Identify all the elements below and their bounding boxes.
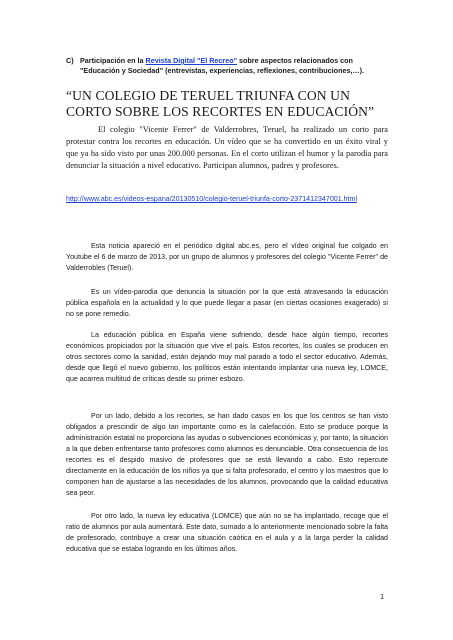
article-headline: “UN COLEGIO DE TERUEL TRIUNFA CON UN CORTO SOBRE LOS RECORTES EN EDUCACIÓN”: [66, 88, 375, 119]
revista-link[interactable]: Revista Digital "El Recreo": [145, 56, 238, 65]
section-letter: C): [66, 56, 74, 65]
body-paragraph-1: Esta noticia apareció en el periódico digital abc.es, pero el vídeo original fue colgado en Youtube el 6 de marzo de 2013, por un grupo de alumnos y profesores del colegio "Vicente Ferrer" de Valderrobles (Teruel).: [66, 242, 388, 272]
body-paragraph-2: Es un vídeo-parodia que denuncia la situación por la que está atravesando la educación pública española en la actualidad y lo que puede llegar a pasar (en ciertas ocasiones exagerado) si no se pone remedio.: [66, 288, 388, 318]
article-lead: El colegio "Vicente Ferrer" de Valderrobres, Teruel, ha realizado un corto para protestar contra los recortes en educación. Un vídeo que se ha convertido en un éxito viral y que ya ha sido visto por unas 200.000 personas. En el corto utilizan el humor y la parodia para denunciar la situación a nivel educativo. Participan alumnos, padres y profesores.: [66, 125, 388, 170]
body-paragraph-3: La educación pública en España viene sufriendo, desde hace algún tiempo, recortes económicos propiciados por la situación que vive el país. Estos recortes, los cuales se producen en otros sectores como la sanidad, están dejando muy mal parado a todo el sector educativo. Además, desde que llegó el nuevo gobierno, los políticos están intentando implantar una nueva ley, LOMCE, que acarrea multitud de críticas desde su primer esbozo.: [66, 331, 388, 383]
intro-prefix: Participación en la: [80, 56, 146, 65]
page-number: 1: [380, 592, 385, 601]
body-paragraph-4: Por un lado, debido a los recortes, se han dado casos en los que los centros se han visto obligados a prescindir de algo tan importante como es la calefacción. Esto se produce porque la administración estatal no proporciona las ayudas o subvenciones económicas y, por tanto, la situación a la que deben enfrentarse tanto profesores como alumnos es denunciable. Otra consecuencia de los recortes es el despido masivo de profesores que se está llevando a cabo. Esto repercute directamente en la educación de los niños ya que si falta profesorado, el centro y los maestros que lo componen han de ajustarse a las necesidades de los alumnos, provocando que la calidad educativa sea peor.: [66, 412, 388, 497]
section-intro: [66, 56, 380, 76]
source-link[interactable]: http://www.abc.es/videos-espana/20130510/colegio-teruel-triunfa-corto-2371412347001.html: [66, 195, 358, 203]
body-paragraph-5: Por otro lado, la nueva ley educativa (LOMCE) que aún no se ha implantado, recoge que el ratio de alumnos por aula aumentará. Este dato, sumado a lo anteriormente mencionado sobre la falta de profesorado, contribuye a crear una situación caótica en el aula y a la larga perder la calidad educativa que se estaba logrando en los últimos años.: [66, 512, 388, 553]
intro-suffix: sobre aspectos relacionados con "Educación y Sociedad" (entrevistas, experiencias, reflexiones, contribuciones,…).: [80, 56, 365, 75]
